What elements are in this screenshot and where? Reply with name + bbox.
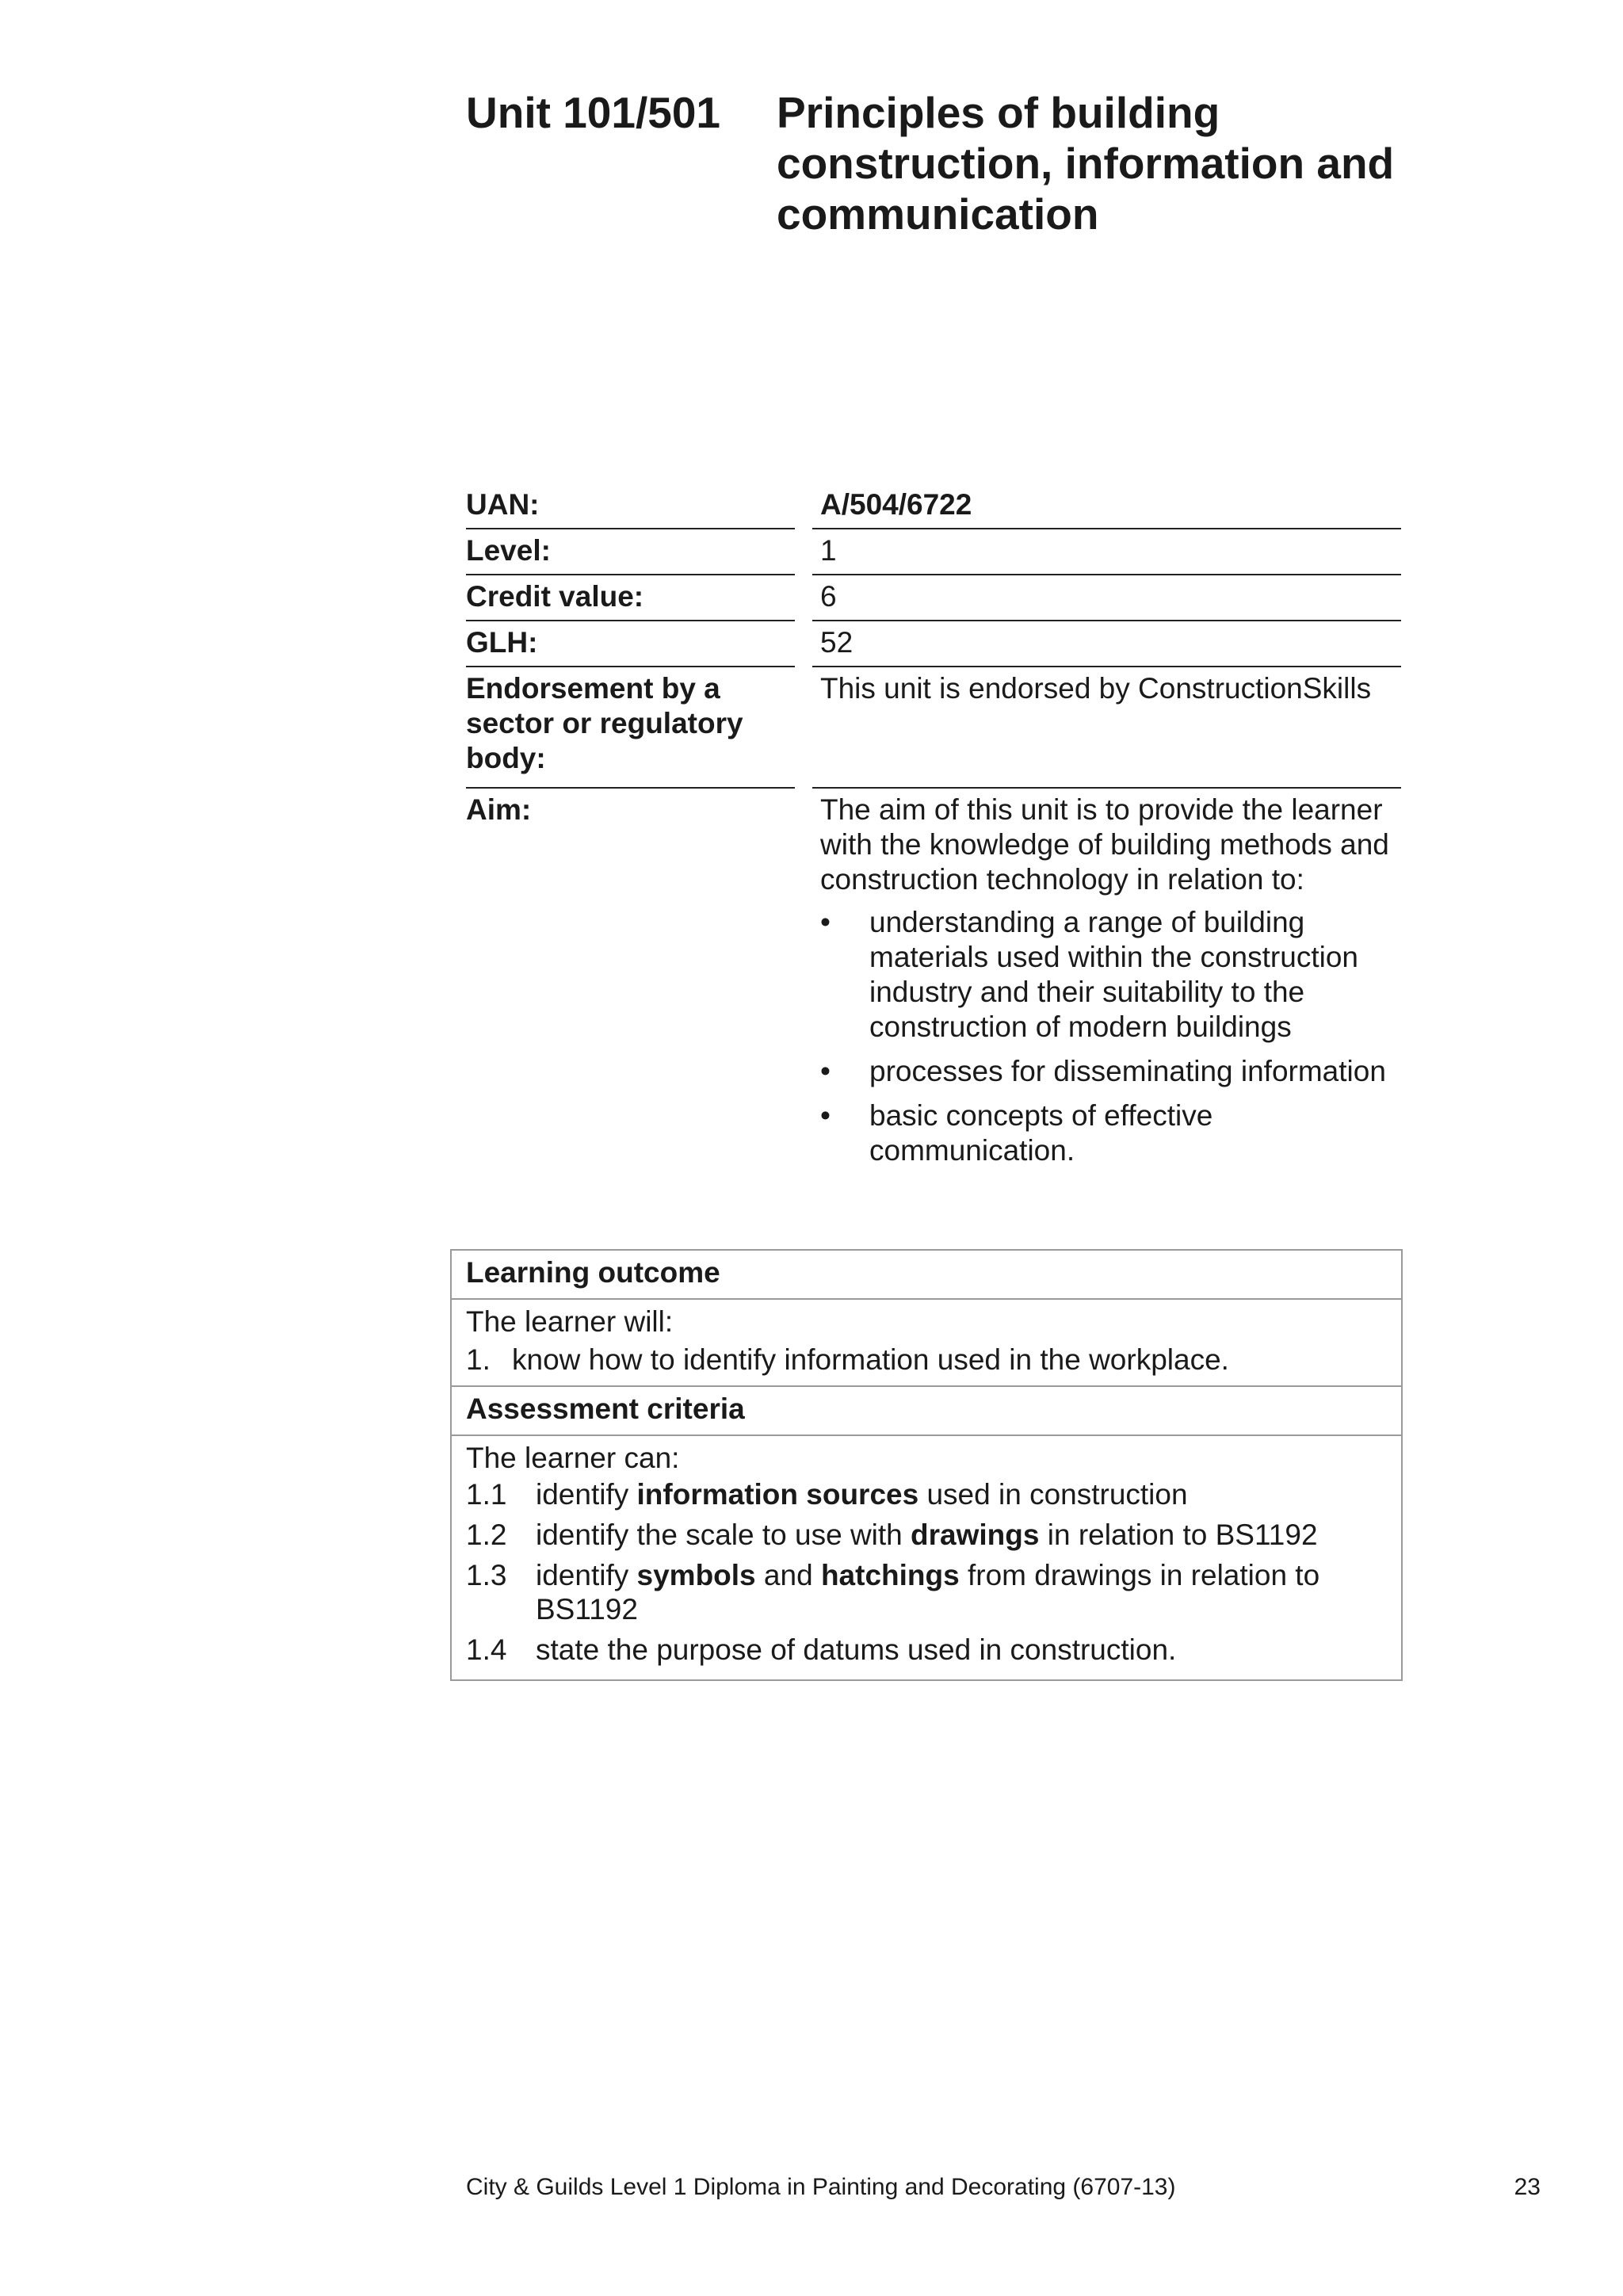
unit-code: Unit 101/501 — [466, 88, 721, 137]
aim-label: Aim: — [466, 793, 532, 826]
credit-row — [466, 575, 1401, 621]
aim-bullet-item — [820, 1098, 1401, 1168]
criteria-text-part: identify — [536, 1478, 637, 1511]
uan-row — [466, 483, 1401, 529]
criteria-text — [536, 1477, 1188, 1511]
criteria-item — [466, 1558, 1387, 1626]
credit-label: Credit value: — [466, 575, 795, 621]
bullet-icon: • — [820, 1055, 831, 1087]
criteria-text — [536, 1558, 1387, 1626]
criteria-keyword: drawings — [911, 1519, 1040, 1551]
criteria-text-part: identify the scale to use with — [536, 1519, 911, 1551]
unit-title: Principles of building construction, information and communication — [777, 88, 1395, 239]
assessment-criteria-body — [452, 1436, 1401, 1679]
uan-value: A/504/6722 — [812, 483, 1401, 529]
glh-row — [466, 621, 1401, 667]
learning-outcome-body — [452, 1300, 1401, 1387]
outcome-number: 1. — [466, 1343, 491, 1376]
learning-outcome-heading: Learning outcome — [452, 1251, 1401, 1300]
aim-bullet-list — [820, 905, 1401, 1168]
criteria-keyword: information sources — [636, 1478, 919, 1511]
bullet-icon: • — [820, 906, 831, 938]
level-value: 1 — [812, 529, 1401, 575]
aim-bullet-text: understanding a range of building materials used within the construction industry and their suitability to the construction of modern buildings — [869, 906, 1358, 1043]
criteria-text-part: state the purpose of datums used in construction. — [536, 1633, 1177, 1666]
aim-row — [466, 789, 1401, 1183]
criteria-item — [466, 1518, 1387, 1552]
page-number: 23 — [1514, 2174, 1541, 2200]
learning-outcome-item — [466, 1341, 1387, 1379]
aim-bullet-item — [820, 905, 1401, 1045]
aim-bullet-text: processes for disseminating information — [869, 1055, 1386, 1087]
level-label: Level: — [466, 529, 795, 575]
criteria-keyword: symbols — [636, 1559, 756, 1591]
criteria-number: 1.1 — [466, 1478, 507, 1511]
criteria-text-part: in relation to BS1192 — [1039, 1519, 1318, 1551]
criteria-number: 1.2 — [466, 1519, 507, 1551]
criteria-text — [536, 1518, 1318, 1552]
bullet-icon: • — [820, 1099, 831, 1132]
criteria-item — [466, 1633, 1387, 1667]
level-row — [466, 529, 1401, 575]
endorsement-value: This unit is endorsed by ConstructionSkills — [812, 667, 1401, 789]
criteria-text-part: identify — [536, 1559, 637, 1591]
criteria-text-part: from drawings in relation to BS1192 — [536, 1559, 1320, 1626]
assessment-criteria-heading: Assessment criteria — [452, 1387, 1401, 1436]
criteria-text — [536, 1633, 1176, 1667]
outcome-text: know how to identify information used in the workplace. — [512, 1343, 1229, 1376]
credit-value: 6 — [812, 575, 1401, 621]
assessment-intro: The learner can: — [466, 1442, 680, 1474]
endorsement-row — [466, 667, 1401, 789]
criteria-item — [466, 1477, 1387, 1511]
aim-value — [812, 789, 1401, 1183]
criteria-text-part: and — [755, 1559, 821, 1591]
learning-outcome-intro: The learner will: — [466, 1305, 674, 1338]
aim-intro: The aim of this unit is to provide the learner with the knowledge of building methods and construction technology in relation to: — [820, 793, 1389, 896]
uan-label: UAN: — [466, 483, 795, 529]
aim-bullet-item — [820, 1054, 1401, 1089]
footer-title: City & Guilds Level 1 Diploma in Painting and Decorating (6707-13) — [466, 2174, 1176, 2200]
unit-info-table — [466, 483, 1401, 1183]
criteria-number: 1.3 — [466, 1559, 507, 1591]
glh-value: 52 — [812, 621, 1401, 667]
criteria-text-part: used in construction — [918, 1478, 1188, 1511]
criteria-number: 1.4 — [466, 1633, 507, 1666]
aim-bullet-text: basic concepts of effective communication. — [869, 1099, 1213, 1167]
learning-outcome-table — [450, 1249, 1403, 1681]
endorsement-label: Endorsement by a sector or regulatory body: — [466, 667, 795, 789]
criteria-keyword: hatchings — [820, 1559, 960, 1591]
glh-label: GLH: — [466, 621, 795, 667]
